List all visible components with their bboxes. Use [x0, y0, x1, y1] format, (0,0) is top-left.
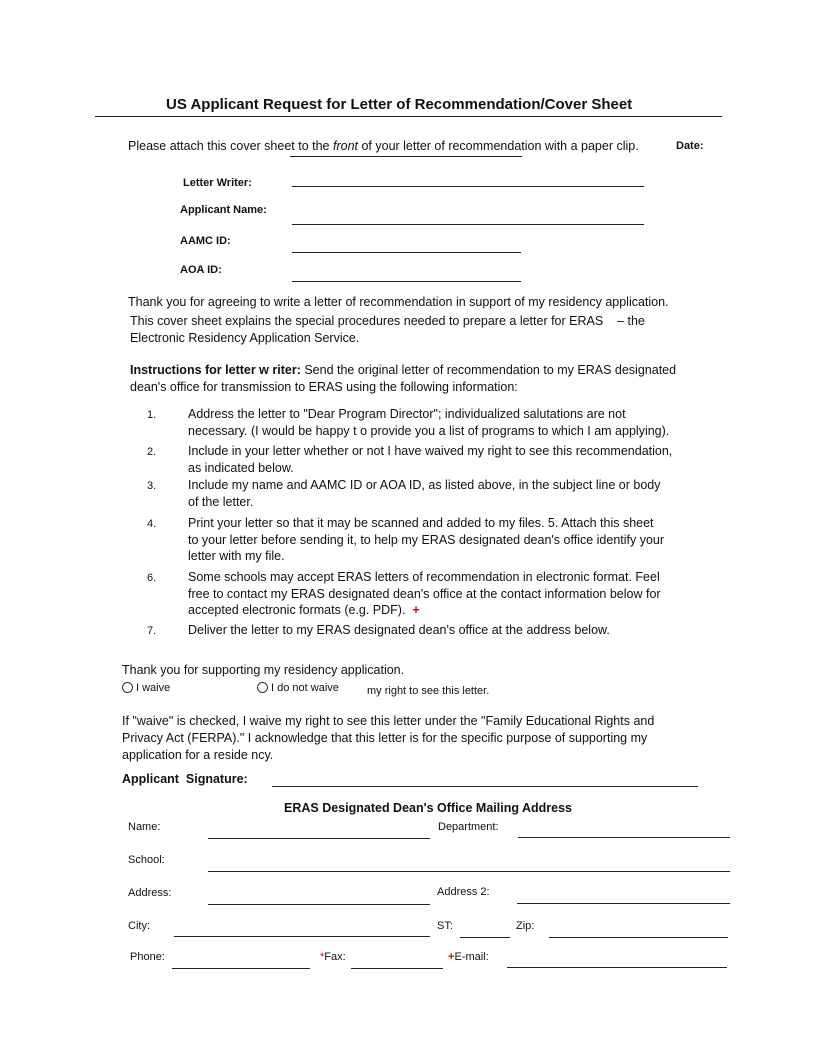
do-not-waive-label: I do not waive [271, 682, 339, 694]
address-field[interactable] [208, 904, 430, 905]
email-label [448, 951, 489, 963]
instructions-line-2: dean's office for transmission to ERAS using the following information: [130, 380, 518, 394]
date-field-line[interactable] [290, 156, 522, 157]
intro-line-2: This cover sheet explains the special procedures needed to prepare a letter for ERAS – the [130, 314, 645, 328]
address-2-field[interactable] [517, 903, 730, 904]
attach-text-italic: front [332, 139, 358, 153]
item-number: 6. [147, 572, 157, 584]
do-not-waive-option[interactable] [257, 682, 339, 694]
school-label: School: [128, 854, 165, 866]
phone-field[interactable] [172, 968, 310, 969]
list-item [188, 622, 703, 639]
state-label: ST: [437, 920, 453, 932]
attach-text-post: of your letter of recommendation with a paper clip. [358, 139, 639, 153]
item-number: 7. [147, 625, 157, 637]
applicant-name-field[interactable] [292, 224, 644, 225]
waive-option[interactable] [122, 682, 170, 694]
item-line: letter with my file. [188, 549, 285, 563]
instructions-label: Instructions for letter w riter: [130, 363, 301, 377]
fax-field[interactable] [351, 968, 443, 969]
item-line: Deliver the letter to my ERAS designated dean's office at the address below. [188, 623, 610, 637]
phone-label: Phone: [130, 951, 165, 963]
signature-label: Applicant Signature: [122, 772, 248, 786]
item-line-last [188, 602, 703, 619]
intro-line-1: Thank you for agreeing to write a letter of recommendation in support of my residency application. [128, 295, 669, 309]
instructions-line-1 [130, 362, 676, 379]
required-mark: + [412, 603, 420, 617]
item-number: 4. [147, 518, 157, 530]
letter-writer-field[interactable] [292, 186, 644, 187]
list-item [188, 569, 703, 619]
aamc-id-field[interactable] [292, 252, 521, 253]
title-rule [95, 116, 722, 117]
item-line: to your letter before sending it, to help my ERAS designated dean's office identify your [188, 532, 665, 547]
department-label: Department: [438, 821, 499, 833]
address-label: Address: [128, 887, 172, 899]
do-not-waive-radio[interactable] [257, 682, 268, 693]
aoa-id-field[interactable] [292, 281, 521, 282]
fax-label [320, 951, 346, 963]
address-heading: ERAS Designated Dean's Office Mailing Address [284, 801, 572, 815]
item-line: free to contact my ERAS designated dean's office at the contact information below for [188, 586, 661, 601]
item-line-text: accepted electronic formats (e.g. PDF). [188, 603, 406, 617]
list-item [188, 477, 703, 510]
list-item [188, 443, 703, 476]
item-number: 2. [147, 446, 157, 458]
attach-text-pre: Please attach this cover sheet to the [128, 139, 333, 153]
aamc-id-label: AAMC ID: [180, 235, 231, 247]
item-number: 3. [147, 480, 157, 492]
ferpa-line-3: application for a reside ncy. [122, 748, 274, 762]
ferpa-line-2: Privacy Act (FERPA)." I acknowledge that this letter is for the specific purpose of supporting my [122, 731, 648, 745]
email-field[interactable] [507, 967, 727, 968]
page-title: US Applicant Request for Letter of Recommendation/Cover Sheet [166, 96, 633, 113]
fax-text: Fax: [324, 951, 346, 963]
email-text: E-mail: [454, 951, 489, 963]
item-line: as indicated below. [188, 460, 294, 475]
item-line: Some schools may accept ERAS letters of recommendation in electronic format. Feel [188, 570, 660, 584]
instructions-text-1: Send the original letter of recommendation to my ERAS designated [300, 363, 677, 377]
intro-line-3: Electronic Residency Application Service. [130, 331, 360, 345]
name-field[interactable] [208, 838, 430, 839]
state-field[interactable] [460, 937, 510, 938]
waive-label: I waive [136, 682, 171, 694]
name-label: Name: [128, 821, 161, 833]
thanks-text: Thank you for supporting my residency application. [122, 663, 405, 677]
city-label: City: [128, 920, 150, 932]
address-2-label: Address 2: [437, 886, 490, 898]
zip-label: Zip: [516, 920, 535, 932]
waive-suffix: my right to see this letter. [367, 685, 490, 697]
list-item [188, 406, 703, 439]
signature-field[interactable] [272, 786, 698, 787]
item-line: Address the letter to "Dear Program Director"; individualized salutations are not [188, 407, 626, 421]
city-field[interactable] [174, 936, 430, 937]
item-line: of the letter. [188, 494, 254, 509]
fax-mark: * [320, 951, 325, 963]
aoa-id-label: AOA ID: [180, 264, 222, 276]
item-line: necessary. (I would be happy t o provide you a list of programs to which I am applying). [188, 423, 670, 438]
school-field[interactable] [208, 871, 730, 872]
attach-instruction [128, 138, 639, 155]
ferpa-line-1: If "waive" is checked, I waive my right to see this letter under the "Family Educational Rights and [122, 714, 655, 728]
email-mark: + [448, 951, 455, 963]
date-label: Date: [676, 140, 704, 152]
item-line: Include in your letter whether or not I have waived my right to see this recommendation, [188, 444, 673, 458]
list-item [188, 515, 703, 565]
applicant-name-label: Applicant Name: [180, 204, 267, 216]
zip-field[interactable] [549, 937, 728, 938]
department-field[interactable] [518, 837, 730, 838]
item-line: Include my name and AAMC ID or AOA ID, as listed above, in the subject line or body [188, 478, 661, 492]
item-line: Print your letter so that it may be scanned and added to my files. 5. Attach this sheet [188, 516, 654, 530]
waive-radio[interactable] [122, 682, 133, 693]
item-number: 1. [147, 409, 157, 421]
letter-writer-label: Letter Writer: [183, 177, 252, 189]
